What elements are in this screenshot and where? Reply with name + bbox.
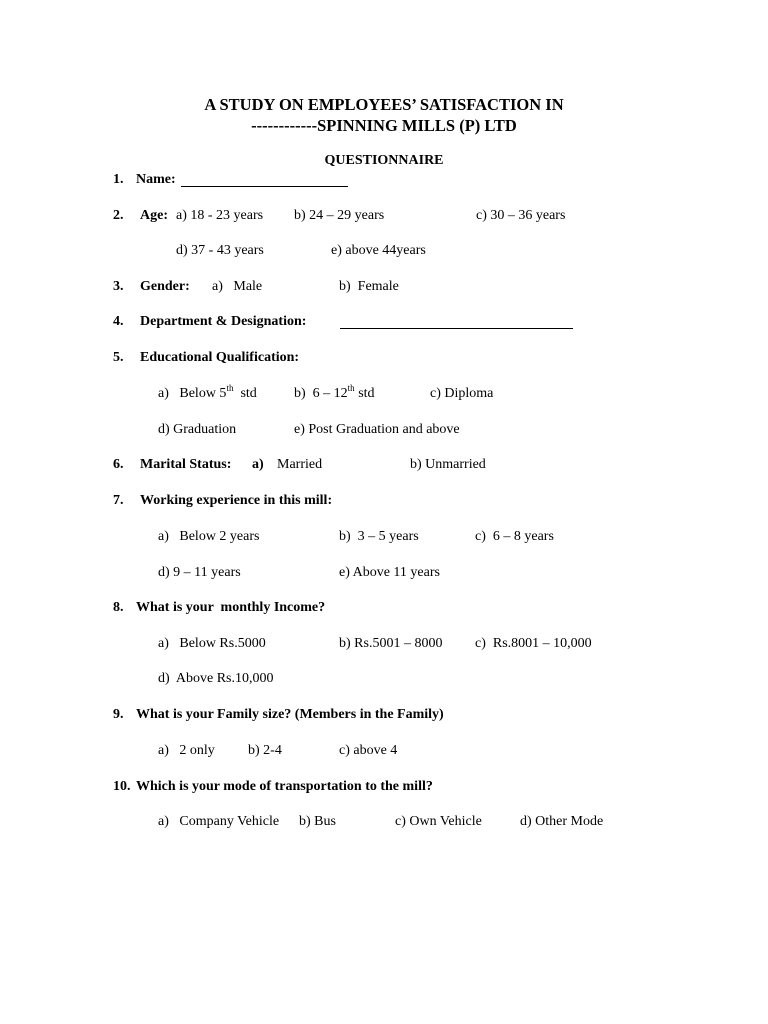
- option-b[interactable]: b) 6 – 12th std: [294, 383, 375, 401]
- question-number: 10.: [113, 779, 131, 794]
- option-e[interactable]: e) Post Graduation and above: [294, 422, 460, 437]
- option-b[interactable]: b) 3 – 5 years: [339, 529, 419, 544]
- question-number: 5.: [113, 350, 124, 365]
- option-a[interactable]: a) Below 5th std: [158, 383, 257, 401]
- question-number: 2.: [113, 208, 124, 223]
- option-e[interactable]: e) Above 11 years: [339, 565, 440, 580]
- option-b[interactable]: b) Rs.5001 – 8000: [339, 636, 443, 651]
- option-a[interactable]: a) Male: [212, 279, 263, 294]
- option-e[interactable]: e) above 44years: [331, 243, 426, 258]
- department-answer-line[interactable]: [340, 328, 573, 329]
- question-label: Marital Status:: [140, 457, 232, 472]
- option-d[interactable]: d) 37 - 43 years: [176, 243, 264, 258]
- question-label: Working experience in this mill:: [140, 493, 333, 508]
- option-a-letter: a): [252, 457, 264, 472]
- question-number: 1.: [113, 172, 124, 187]
- option-b[interactable]: b) Female: [339, 279, 399, 294]
- question-number: 6.: [113, 457, 124, 472]
- question-number: 9.: [113, 707, 124, 722]
- question-label: Age:: [140, 208, 168, 223]
- option-c[interactable]: c) above 4: [339, 743, 398, 758]
- question-label: Educational Qualification:: [140, 350, 300, 365]
- document-title-line-2: ------------SPINNING MILLS (P) LTD: [251, 116, 517, 135]
- option-b[interactable]: b) Bus: [299, 814, 336, 829]
- question-label: Gender:: [140, 279, 190, 294]
- question-number: 4.: [113, 314, 124, 329]
- question-number: 7.: [113, 493, 124, 508]
- option-c[interactable]: c) Own Vehicle: [395, 814, 482, 829]
- question-label: Name:: [136, 172, 176, 187]
- question-label: What is your Family size? (Members in the Family): [136, 707, 444, 722]
- option-c[interactable]: c) Diploma: [430, 386, 494, 401]
- option-a[interactable]: a) 18 - 23 years: [176, 208, 264, 223]
- option-c[interactable]: c) 6 – 8 years: [475, 529, 554, 544]
- option-d[interactable]: d) Graduation: [158, 422, 237, 437]
- option-b[interactable]: b) Unmarried: [410, 457, 486, 472]
- question-number: 8.: [113, 600, 124, 615]
- option-a[interactable]: a) 2 only: [158, 743, 215, 758]
- option-d[interactable]: d) Other Mode: [520, 814, 604, 829]
- option-c[interactable]: c) 30 – 36 years: [476, 208, 566, 223]
- question-label: What is your monthly Income?: [136, 600, 326, 615]
- question-number: 3.: [113, 279, 124, 294]
- option-b[interactable]: b) 24 – 29 years: [294, 208, 385, 223]
- document-title-line-1: A STUDY ON EMPLOYEES’ SATISFACTION IN: [204, 95, 564, 114]
- option-a[interactable]: a) Below Rs.5000: [158, 636, 266, 651]
- option-d[interactable]: d) Above Rs.10,000: [158, 671, 274, 686]
- question-label: Which is your mode of transportation to the mill?: [136, 779, 433, 794]
- option-a[interactable]: a) Below 2 years: [158, 529, 260, 544]
- option-a[interactable]: Married: [277, 457, 323, 472]
- name-answer-line[interactable]: [181, 186, 348, 187]
- option-c[interactable]: c) Rs.8001 – 10,000: [475, 636, 592, 651]
- question-label: Department & Designation:: [140, 314, 307, 329]
- option-b[interactable]: b) 2-4: [248, 743, 282, 758]
- option-d[interactable]: d) 9 – 11 years: [158, 565, 241, 580]
- questionnaire-heading: QUESTIONNAIRE: [324, 153, 444, 168]
- option-a[interactable]: a) Company Vehicle: [158, 814, 280, 829]
